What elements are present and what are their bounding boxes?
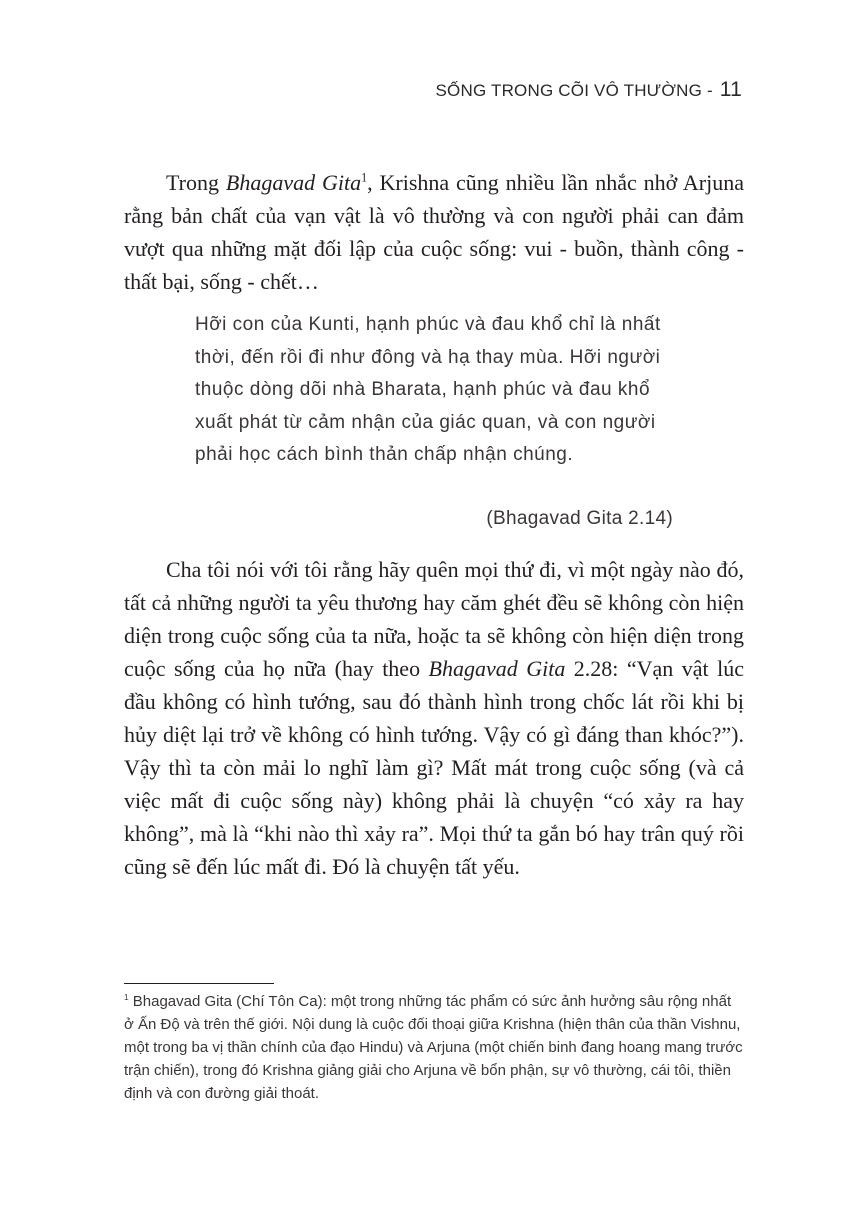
book-title: Bhagavad Gita [225, 170, 362, 195]
footnote [124, 990, 744, 1105]
paragraph-father [124, 553, 744, 883]
book-title: Bhagavad Gita [428, 656, 566, 681]
paragraph-intro-rest: , Krishna cũng nhiều lần nhắc nhở Arjuna rằng bản chất của vạn vật là vô thường và con người phải can đảm vượt qua những mặt đối lập của cuộc sống: vui - buồn, thành công - thất bại, sống - chết… [124, 170, 744, 294]
page-number: 11 [719, 78, 742, 101]
paragraph-father-part1: Cha tôi nói với tôi rằng hãy quên mọi thứ đi, vì một ngày nào đó, tất cả những người ta yêu thương hay căm ghét đều sẽ không còn hiện diện trong cuộc sống của ta nữa, hoặc ta sẽ không còn hiện diện trong cuộc sống của họ nữa (hay theo [124, 557, 744, 681]
block-quote: Hỡi con của Kunti, hạnh phúc và đau khổ chỉ là nhất thời, đến rồi đi như đông và hạ thay mùa. Hỡi người thuộc dòng dõi nhà Bharata, hạnh phúc và đau khổ xuất phát từ cảm nhận của giác quan, và con người phải học cách bình thản chấp nhận chúng. [195, 314, 661, 465]
paragraph-father-part2: 2.28: “Vạn vật lúc đầu không có hình tướng, sau đó thành hình trong chốc lát rồi khi bị hủy diệt lại trở về không có hình tướng. Vậy có gì đáng than khóc?”). Vậy thì ta còn mải lo nghĩ làm gì? Mất mát trong cuộc sống (và cả việc mất đi cuộc sống này) không phải là chuyện “có xảy ra hay không”, mà là “khi nào thì xảy ra”. Mọi thứ ta gắn bó hay trân quý rồi cũng sẽ đến lúc mất đi. Đó là chuyện tất yếu. [124, 656, 744, 879]
footnote-reference[interactable]: 1 [361, 170, 368, 185]
paragraph-intro-lead: Trong [166, 170, 226, 195]
quote-citation: (Bhagavad Gita 2.14) [486, 508, 673, 529]
footnote-mark: 1 [124, 993, 129, 1002]
footnote-text: Bhagavad Gita (Chí Tôn Ca): một trong những tác phẩm có sức ảnh hưởng sâu rộng nhất ở Ấn Độ và trên thế giới. Nội dung là cuộc đối thoại giữa Krishna (hiện thân của thần Vishnu, một trong ba vị thần chính của đạo Hindu) và Arjuna (một chiến binh đang hoang mang trước trận chiến), trong đó Krishna giảng giải cho Arjuna về bổn phận, sự vô thường, cái tôi, thiền định và con đường giải thoát. [124, 993, 743, 1102]
paragraph-intro [124, 166, 744, 298]
running-header [436, 78, 742, 102]
footnote-divider [124, 983, 274, 984]
running-title: SỐNG TRONG CÕI VÔ THƯỜNG - [435, 81, 718, 100]
